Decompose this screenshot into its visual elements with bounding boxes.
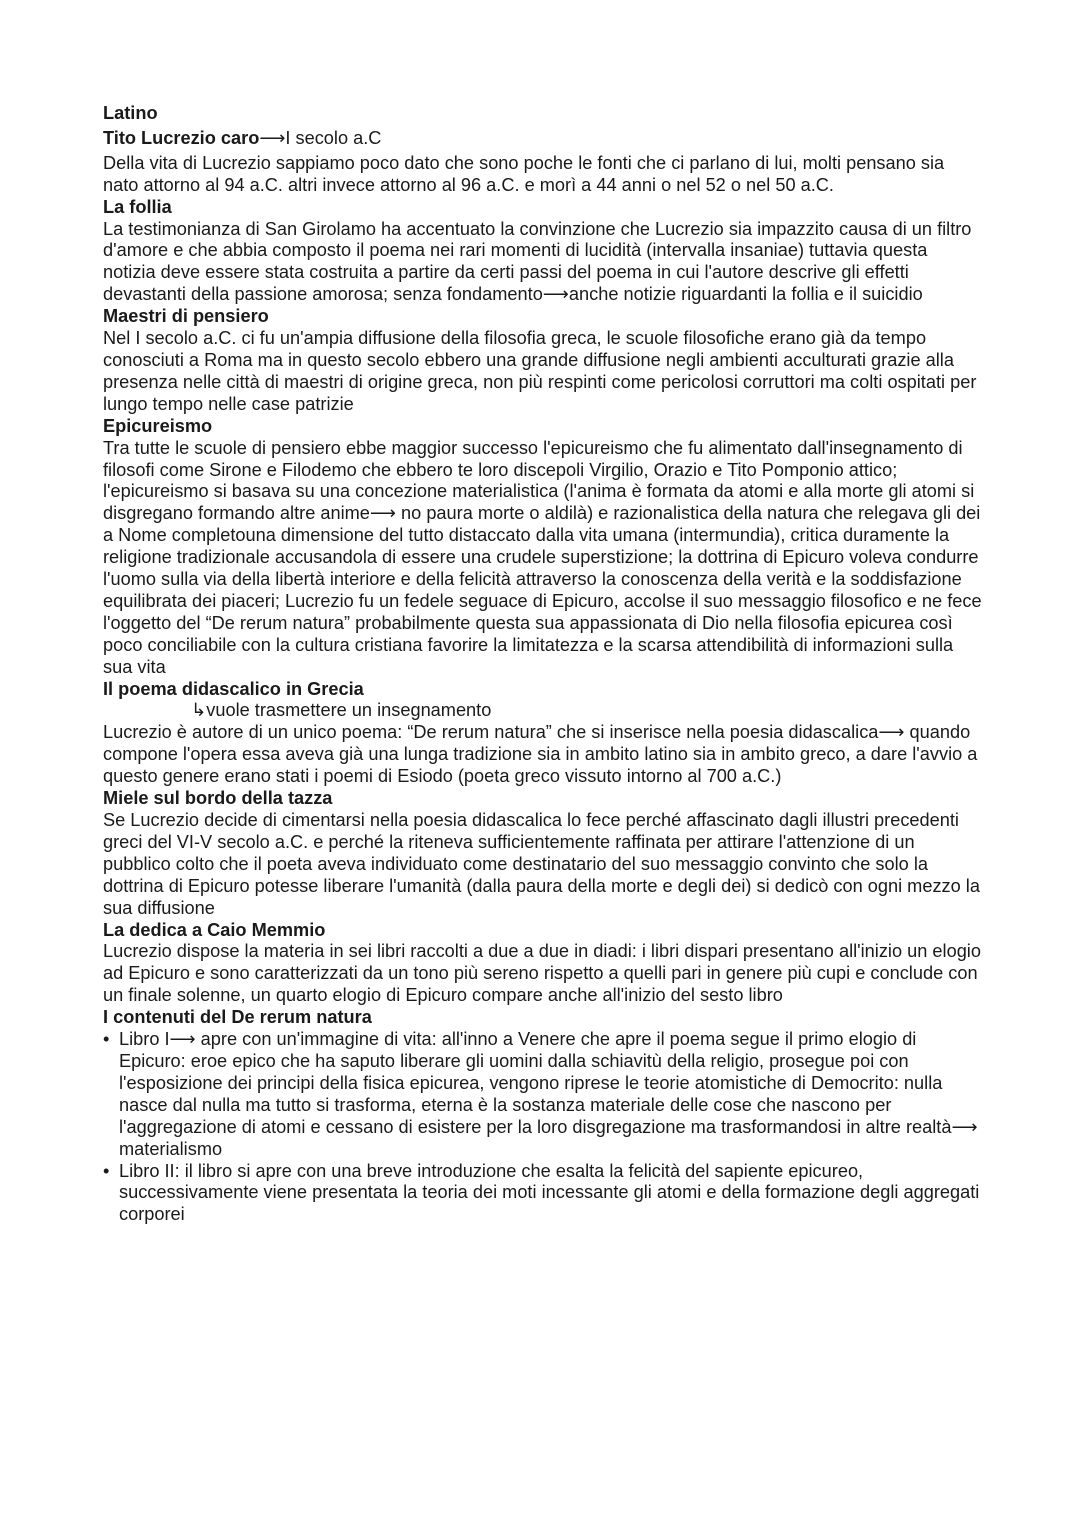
section-text-follia: La testimonianza di San Girolamo ha accentuato la convinzione che Lucrezio sia impazzito causa di un filtro d'amore e che abbia composto il poema nei rari momenti di lucidità (intervalla insaniae) tuttavia questa notizia deve essere stata costruita a partire da certi passi del poema in cui l'autore descrive gli effetti devastanti della passione amorosa; senza fondamento⟶anche notizie riguardanti la follia e il suicidio xyxy=(103,218,972,305)
contents-list xyxy=(103,1029,983,1226)
section-text-epicureismo: Tra tutte le scuole di pensiero ebbe maggior successo l'epicureismo che fu alimentato dall'insegnamento di filosofi come Sirone e Filodemo che ebbero te loro discepoli Virgilio, Orazio e Tito Pomponio attico; l'epicureismo si basava su una concezione materialistica (l'anima è formata da atomi e alla morte gli atomi si disgregano formando altre anime⟶ no paura morte o aldilà) e razionalistica della natura che relegava gli dei a Nome completouna dimensione del tutto distaccato dalla vita umana (intermundia), critica duramente la religione tradizionale accusandola di essere una crudele superstizione; la dottrina di Epicuro voleva condurre l'uomo sulla via della libertà interiore e della felicità attraverso la conoscenza della verità e la soddisfazione equilibrata dei piaceri; Lucrezio fu un fedele seguace di Epicuro, accolse il suo messaggio filosofico e ne fece l'oggetto del “De rerum natura” probabilmente questa sua appassionata di Dio nella filosofia epicurea così poco conciliabile con la cultura cristiana favorire la limitatezza e la scarsa attendibilità di informazioni sulla sua vita xyxy=(103,437,982,677)
list-item xyxy=(103,1161,983,1227)
section-heading-epicureismo: Epicureismo xyxy=(103,415,213,436)
author-line xyxy=(103,128,983,150)
section-heading-dedica: La dedica a Caio Memmio xyxy=(103,919,326,940)
section-heading-contenuti: I contenuti del De rerum natura xyxy=(103,1007,372,1028)
section-text-poema: Lucrezio è autore di un unico poema: “De rerum natura” che si inserisce nella poesia didascalica⟶ quando compone l'opera essa aveva già una lunga tradizione sia in ambito latino sia in ambito greco, a dare l'avvio a questo genere erano stati i poemi di Esiodo (poeta greco vissuto intorno al 700 a.C.) xyxy=(103,722,978,787)
list-item-text: Libro II: il libro si apre con una breve introduzione che esalta la felicità del sapiente epicureo, successivamente viene presentata la teoria dei moti incessante gli atomi e della formazione degli aggregati corporei xyxy=(119,1160,980,1225)
section-heading-poema: Il poema didascalico in Grecia xyxy=(103,678,364,699)
list-item xyxy=(103,1029,983,1160)
section-text-dedica: Lucrezio dispose la materia in sei libri raccolti a due a due in diadi: i libri dispari presentano all'inizio un elogio ad Epicuro e sono caratterizzati da un tono più sereno rispetto a quelli pari in genere più cupi e conclude con un finale solenne, un quarto elogio di Epicuro compare anche all'inizio del sesto libro xyxy=(103,941,981,1006)
bullet-mark: • xyxy=(103,1160,110,1181)
list-item-text: Libro I⟶ apre con un'immagine di vita: all'inno a Venere che apre il poema segue il primo elogio di Epicuro: eroe epico che ha saputo liberare gli uomini dalla schiavitù della religio, prosegue poi con l'esposizione dei principi della fisica epicurea, vengono riprese le teorie atomistiche di Democrito: nulla nasce dal nulla ma tutto si trasforma, eterna è la sostanza materiale delle cose che nascono per l'aggregazione di atomi e cessano di esistere per la loro disgregazione ma trasformandosi in altre realtà⟶ materialismo xyxy=(119,1029,978,1159)
section-heading-miele: Miele sul bordo della tazza xyxy=(103,788,333,809)
poema-subnote: ↳vuole trasmettere un insegnamento xyxy=(191,700,492,721)
bullet-mark: • xyxy=(103,1029,110,1050)
author-name: Tito Lucrezio caro xyxy=(103,127,260,148)
section-text-maestri: Nel I secolo a.C. ci fu un'ampia diffusione della filosofia greca, le scuole filosofiche erano già da tempo conosciuti a Roma ma in questo secolo ebbero una grande diffusione negli ambienti acculturati grazie alla presenza nelle città di maestri di origine greca, non più respinti come pericolosi corruttori ma colti ospitati per lungo tempo nelle case patrizie xyxy=(103,328,977,414)
document-page xyxy=(103,103,983,1226)
author-period: ⟶I secolo a.C xyxy=(259,127,382,148)
intro-paragraph: Della vita di Lucrezio sappiamo poco dato che sono poche le fonti che ci parlano di lui, molti pensano sia nato attorno al 94 a.C. altri invece attorno al 96 a.C. e morì a 44 anni o nel 52 o nel 50 a.C. xyxy=(103,152,945,195)
section-heading-follia: La follia xyxy=(103,196,172,217)
document-title: Latino xyxy=(103,103,158,123)
section-heading-maestri: Maestri di pensiero xyxy=(103,306,269,327)
section-text-miele: Se Lucrezio decide di cimentarsi nella poesia didascalica lo fece perché affascinato dagli illustri precedenti greci del VI-V secolo a.C. e perché la riteneva sufficientemente raffinata per attirare l'attenzione di un pubblico colto che il poeta aveva individuato come destinatario del suo messaggio convinto che solo la dottrina di Epicuro potesse liberare l'umanità (dalla paura della morte e degli dei) si dedicò con ogni mezzo la sua diffusione xyxy=(103,810,980,918)
